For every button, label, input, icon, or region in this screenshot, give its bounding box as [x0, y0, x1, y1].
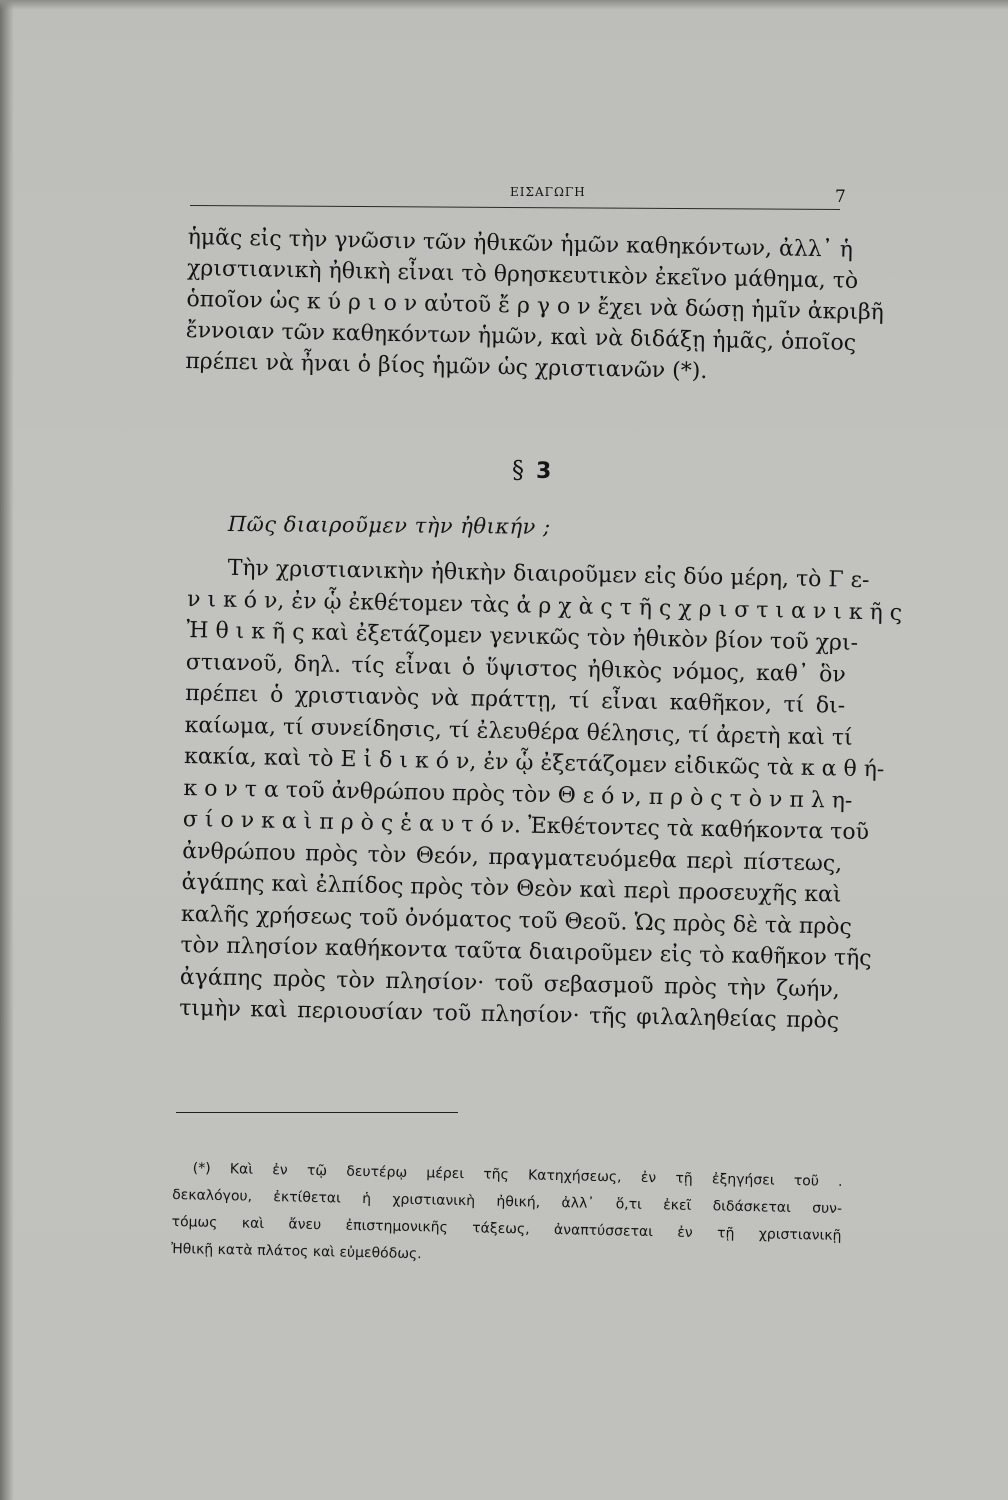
- text-line: Τὴν χριστιανικὴν ἠθικὴν διαιροῦμεν εἰς δύο μέρη, τὸ Γ ε-: [227, 555, 870, 594]
- section-heading: Πῶς διαιροῦμεν τὴν ἠθικήν ;: [227, 512, 551, 539]
- header-rule: [190, 205, 840, 210]
- text-line: πρέπει νὰ ἦναι ὁ βίος ἡμῶν ὡς χριστιανῶν (*).: [185, 348, 708, 384]
- footnote-line: τόμως καὶ ἄνευ ἐπιστημονικῆς τάξεως, ἀναπτύσσεται ἐν τῇ χριστιανικῇ: [171, 1213, 842, 1245]
- footnote-line: δεκαλόγου, ἐκτίθεται ἡ χριστιανικὴ ἠθική, ἀλλ᾽ ὅ,τι ἐκεῖ διδάσκεται συν-: [171, 1186, 843, 1218]
- running-header-title: ΕΙΣΑΓΩΓΗ: [510, 185, 586, 199]
- text-line: ἔννοιαν τῶν καθηκόντων ἡμῶν, καὶ νὰ διδάξῃ ἡμᾶς, ὁποῖος: [185, 317, 857, 356]
- footnote: [171, 1155, 843, 1277]
- text-line: ὁποῖον ὡς κ ύ ρ ι ο ν αὐτοῦ ἔ ρ γ ο ν ἔχει νὰ δώσῃ ἡμῖν ἀκριβῆ: [186, 286, 885, 326]
- section-symbol: §: [512, 456, 524, 484]
- running-header: [190, 183, 846, 211]
- page-top-shadow: [0, 0, 1008, 10]
- text-line: ν ι κ ό ν, ἐν ᾧ ἐκθέτομεν τὰς ἀ ρ χ ὰ ς τ ῆ ς χ ρ ι σ τ ι α ν ι κ ῆ ς: [186, 586, 903, 626]
- text-line: σ ί ο ν κ α ὶ π ρ ὸ ς ἑ α υ τ ό ν. Ἐκθέτοντες τὰ καθήκοντα τοῦ: [182, 806, 870, 846]
- text-line: καλῆς χρήσεως τοῦ ὀνόματος τοῦ Θεοῦ. Ὡς πρὸς δὲ τὰ πρὸς: [180, 901, 853, 940]
- text-line: καίωμα, τί συνείδησις, τί ἐλευθέρα θέλησις, τί ἀρετὴ καὶ τί: [184, 712, 853, 751]
- footnote-rule: [176, 1112, 458, 1113]
- text-line: πρέπει ὁ χριστιανὸς νὰ πράττῃ, τί εἶναι καθῆκον, τί δι-: [185, 680, 846, 719]
- text-line: ἀγάπης καὶ ἐλπίδος πρὸς τὸν Θεὸν καὶ περὶ προσευχῆς καὶ: [181, 869, 842, 908]
- footnote-line: (*) Καὶ ἐν τῷ δευτέρῳ μέρει τῆς Κατηχήσεως, ἐν τῇ ἐξηγήσει τοῦ .: [192, 1160, 843, 1191]
- section-number: 3: [536, 459, 552, 484]
- text-line: στιανοῦ, δηλ. τίς εἶναι ὁ ὕψιστος ἠθικὸς νόμος, καθ᾽ ὃν: [185, 649, 847, 688]
- text-line: ἀγάπης πρὸς τὸν πλησίον· τοῦ σεβασμοῦ πρὸς τὴν ζωήν,: [179, 964, 840, 1003]
- text-line: ἀνθρώπου πρὸς τὸν Θεόν, πραγματευόμεθα περὶ πίστεως,: [182, 838, 843, 877]
- text-line: Ἠ θ ι κ ῆ ς καὶ ἐξετάζομεν γενικῶς τὸν ἠθικὸν βίον τοῦ χρι-: [186, 617, 859, 656]
- page-number: 7: [835, 187, 846, 207]
- section-marker: [512, 456, 551, 484]
- text-line: κακία, καὶ τὸ Ε ἰ δ ι κ ό ν, ἐν ᾧ ἐξετάζομεν εἰδικῶς τὰ κ α θ ή-: [183, 743, 885, 783]
- text-line: τιμὴν καὶ περιουσίαν τοῦ πλησίον· τῆς φιλαληθείας πρὸς: [178, 995, 840, 1034]
- footnote-line: Ἠθικῇ κατὰ πλάτος καὶ εὐμεθόδως.: [170, 1240, 422, 1263]
- paragraph-main: [178, 552, 903, 1037]
- page-edge-shadow: [0, 0, 14, 1500]
- text-line: ἡμᾶς εἰς τὴν γνῶσιν τῶν ἠθικῶν ἡμῶν καθηκόντων, ἀλλ᾽ ἡ: [187, 224, 854, 263]
- text-line: χριστιανικὴ ἠθικὴ εἶναι τὸ θρησκευτικὸν ἐκεῖνο μάθημα, τὸ: [186, 255, 859, 294]
- text-line: τὸν πλησίον καθήκοντα ταῦτα διαιροῦμεν εἰς τὸ καθῆκον τῆς: [180, 932, 872, 972]
- paragraph-continued: [185, 222, 885, 390]
- text-line: κ ο ν τ α τοῦ ἀνθρώπου πρὸς τὸν Θ ε ό ν, π ρ ὸ ς τ ὸ ν π λ η-: [183, 775, 853, 814]
